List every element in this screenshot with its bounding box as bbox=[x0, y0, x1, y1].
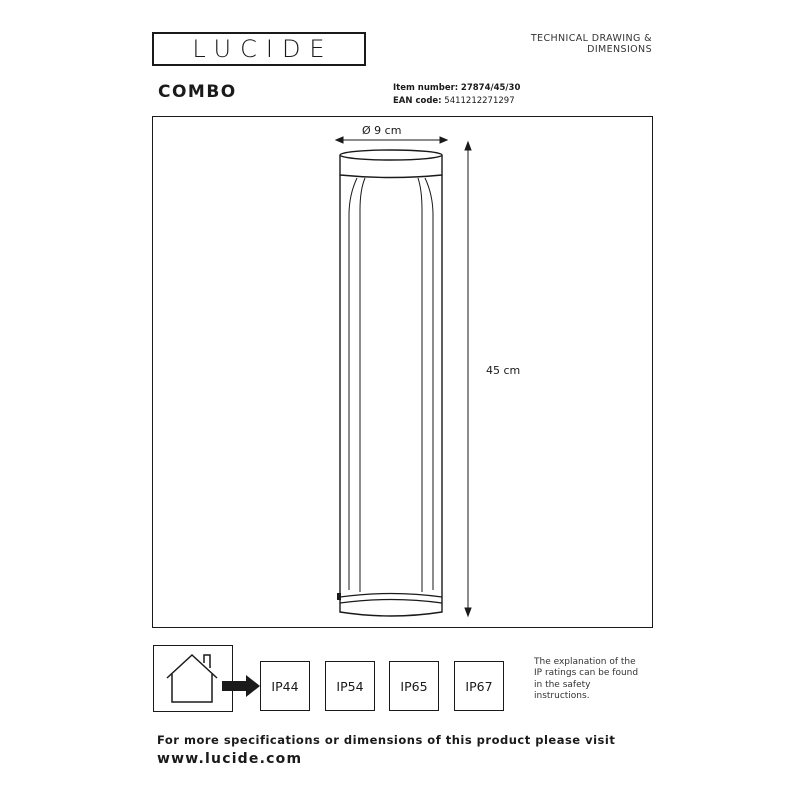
ip-explanation-note: The explanation of the IP ratings can be found in the safety instructions. bbox=[534, 657, 639, 701]
footer-info-text: For more specifications or dimensions of this product please visit bbox=[157, 733, 616, 747]
height-label: 45 cm bbox=[486, 364, 521, 377]
ip-rating-ip67: IP67 bbox=[454, 661, 504, 711]
ip-rating-ip54: IP54 bbox=[325, 661, 375, 711]
item-number-label: Item number: bbox=[393, 83, 459, 93]
bollard-lamp-outline bbox=[340, 150, 442, 616]
arrow-right-icon bbox=[222, 674, 262, 698]
outdoor-use-box bbox=[153, 645, 233, 712]
screw-detail bbox=[337, 593, 341, 600]
brand-logo: LUCIDE bbox=[192, 35, 334, 63]
ip-rating-ip44: IP44 bbox=[260, 661, 310, 711]
product-name: COMBO bbox=[158, 82, 237, 102]
ean-code-label: EAN code: bbox=[393, 96, 442, 106]
ean-code-value: 5411212271297 bbox=[444, 96, 515, 106]
website-link[interactable]: www.lucide.com bbox=[157, 751, 303, 767]
house-icon bbox=[154, 646, 231, 710]
height-dimension-arrow bbox=[465, 142, 471, 616]
diameter-label: Ø 9 cm bbox=[362, 124, 402, 137]
diameter-dimension-arrow bbox=[336, 137, 447, 143]
item-number-value: 27874/45/30 bbox=[460, 83, 521, 93]
ip-rating-ip65: IP65 bbox=[389, 661, 439, 711]
document-title: TECHNICAL DRAWING & DIMENSIONS bbox=[530, 33, 652, 55]
